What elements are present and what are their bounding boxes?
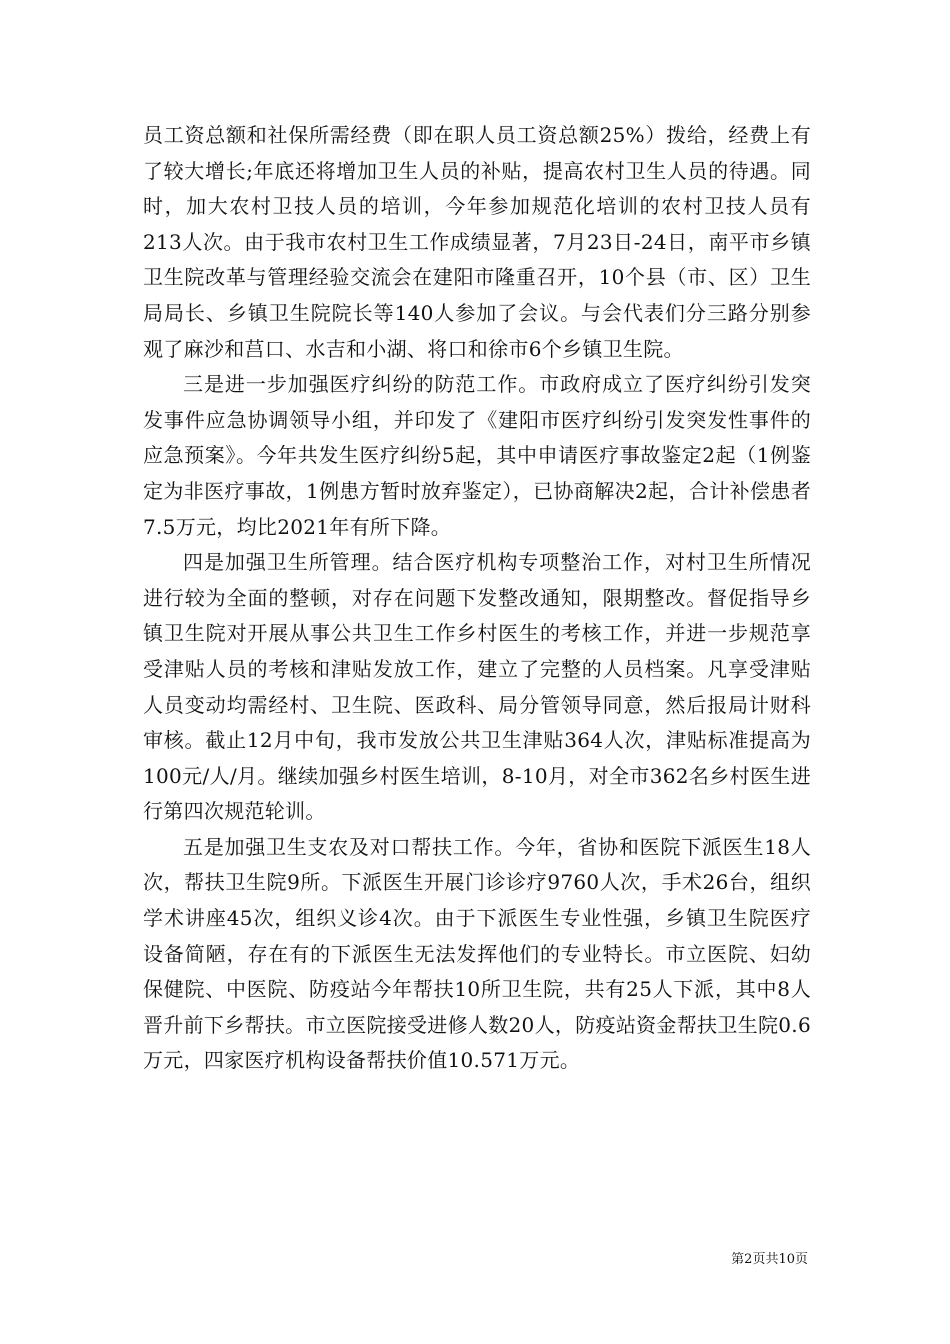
page-number: 第2页共10页 (731, 1252, 808, 1267)
paragraph-item-three: 三是进一步加强医疗纠纷的防范工作。市政府成立了医疗纠纷引发突发事件应急协调领导小组，并印发了《建阳市医疗纠纷引发突发性事件的应急预案》。今年共发生医疗纠纷5起，其中申请医疗事故鉴定2起（1例鉴定为非医疗事故，1例患方暂时放弃鉴定），已协商解决2起，合计补偿患者7.5万元，均比2021年有所下降。 (143, 372, 811, 539)
paragraph-item-four: 四是加强卫生所管理。结合医疗机构专项整治工作，对村卫生所情况进行较为全面的整顿，对存在问题下发整改通知，限期整改。督促指导乡镇卫生院对开展从事公共卫生工作乡村医生的考核工作，并进一步规范享受津贴人员的考核和津贴发放工作，建立了完整的人员档案。凡享受津贴人员变动均需经村、卫生院、医政科、局分管领导同意，然后报局计财科审核。截止12月中旬，我市发放公共卫生津贴364人次，津贴标准提高为100元/人/月。继续加强乡村医生培训，8-10月，对全市362名乡村医生进行第四次规范轮训。 (143, 550, 811, 824)
paragraph-item-five: 五是加强卫生支农及对口帮扶工作。今年，省协和医院下派医生18人次，帮扶卫生院9所。下派医生开展门诊诊疗9760人次，手术26台，组织学术讲座45次，组织义诊4次。由于下派医生专业性强，乡镇卫生院医疗设备简陋，存在有的下派医生无法发挥他们的专业特长。市立医院、妇幼保健院、中医院、防疫站今年帮扶10所卫生院，共有25人下派，其中8人晋升前下乡帮扶。市立医院接受进修人数20人，防疫站资金帮扶卫生院0.6万元，四家医疗机构设备帮扶价值10.571万元。 (143, 834, 811, 1073)
document-body (143, 118, 811, 1079)
paragraph-continuation: 员工资总额和社保所需经费（即在职人员工资总额25%）拨给，经费上有了较大增长;年底还将增加卫生人员的补贴，提高农村卫生人员的待遇。同时，加大农村卫技人员的培训，今年参加规范化培训的农村卫技人员有213人次。由于我市农村卫生工作成绩显著，7月23日-24日，南平市乡镇卫生院改革与管理经验交流会在建阳市隆重召开，10个县（市、区）卫生局局长、乡镇卫生院院长等140人参加了会议。与会代表们分三路分别参观了麻沙和莒口、水吉和小湖、将口和徐市6个乡镇卫生院。 (143, 123, 811, 361)
